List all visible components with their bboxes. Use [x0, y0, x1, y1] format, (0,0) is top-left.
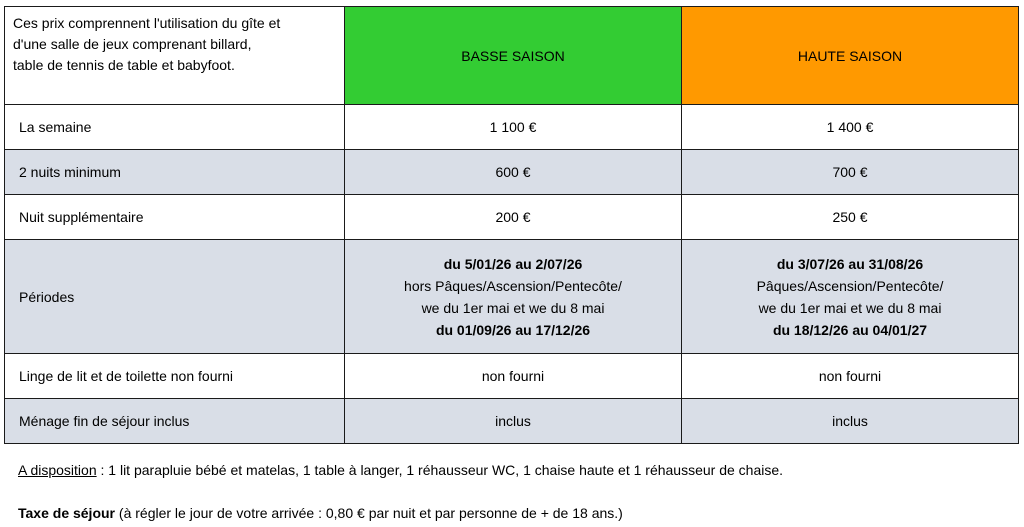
period-note: Pâques/Ascension/Pentecôte/	[756, 277, 944, 294]
period-range: du 01/09/26 au 17/12/26	[435, 321, 591, 338]
high-season-value: 250 €	[682, 195, 1019, 240]
row-label: Périodes	[5, 240, 345, 354]
disposition-text: : 1 lit parapluie bébé et matelas, 1 table à langer, 1 réhausseur WC, 1 chaise haute et 1 réhausseur de chaise.	[96, 462, 784, 478]
tax-note	[18, 505, 623, 521]
high-season-periods	[682, 240, 1019, 354]
low-season-value: 1 100 €	[345, 105, 682, 150]
low-season-header: BASSE SAISON	[345, 7, 682, 105]
row-label: Nuit supplémentaire	[5, 195, 345, 240]
intro-line: table de tennis de table et babyfoot.	[13, 57, 235, 73]
table-row	[5, 105, 1019, 150]
period-note: we du 1er mai et we du 8 mai	[421, 299, 605, 316]
high-season-header: HAUTE SAISON	[682, 7, 1019, 105]
intro-cell	[5, 7, 345, 105]
disposition-note	[18, 462, 783, 478]
low-season-periods	[345, 240, 682, 354]
header-row	[5, 7, 1019, 105]
high-season-value: inclus	[682, 399, 1019, 444]
low-season-value: 200 €	[345, 195, 682, 240]
periods-row	[5, 240, 1019, 354]
low-season-value: inclus	[345, 399, 682, 444]
period-note: hors Pâques/Ascension/Pentecôte/	[404, 277, 622, 294]
row-label: 2 nuits minimum	[5, 150, 345, 195]
period-range: du 3/07/26 au 31/08/26	[776, 255, 924, 272]
row-label: La semaine	[5, 105, 345, 150]
tax-label: Taxe de séjour	[18, 505, 116, 521]
period-range: du 18/12/26 au 04/01/27	[772, 321, 928, 338]
high-season-value: non fourni	[682, 354, 1019, 399]
period-range: du 5/01/26 au 2/07/26	[443, 255, 583, 272]
disposition-label: A disposition	[18, 462, 97, 478]
row-label: Ménage fin de séjour inclus	[5, 399, 345, 444]
low-season-value: non fourni	[345, 354, 682, 399]
table-row	[5, 354, 1019, 399]
intro-line: d'une salle de jeux comprenant billard,	[13, 36, 252, 52]
table-row	[5, 195, 1019, 240]
high-season-value: 1 400 €	[682, 105, 1019, 150]
table-row	[5, 150, 1019, 195]
row-label: Linge de lit et de toilette non fourni	[5, 354, 345, 399]
low-season-value: 600 €	[345, 150, 682, 195]
high-season-value: 700 €	[682, 150, 1019, 195]
table-row	[5, 399, 1019, 444]
tax-text: (à régler le jour de votre arrivée : 0,80 € par nuit et par personne de + de 18 ans.)	[115, 505, 623, 521]
pricing-table	[4, 6, 1019, 444]
intro-line: Ces prix comprennent l'utilisation du gîte et	[13, 15, 281, 31]
period-note: we du 1er mai et we du 8 mai	[758, 299, 942, 316]
